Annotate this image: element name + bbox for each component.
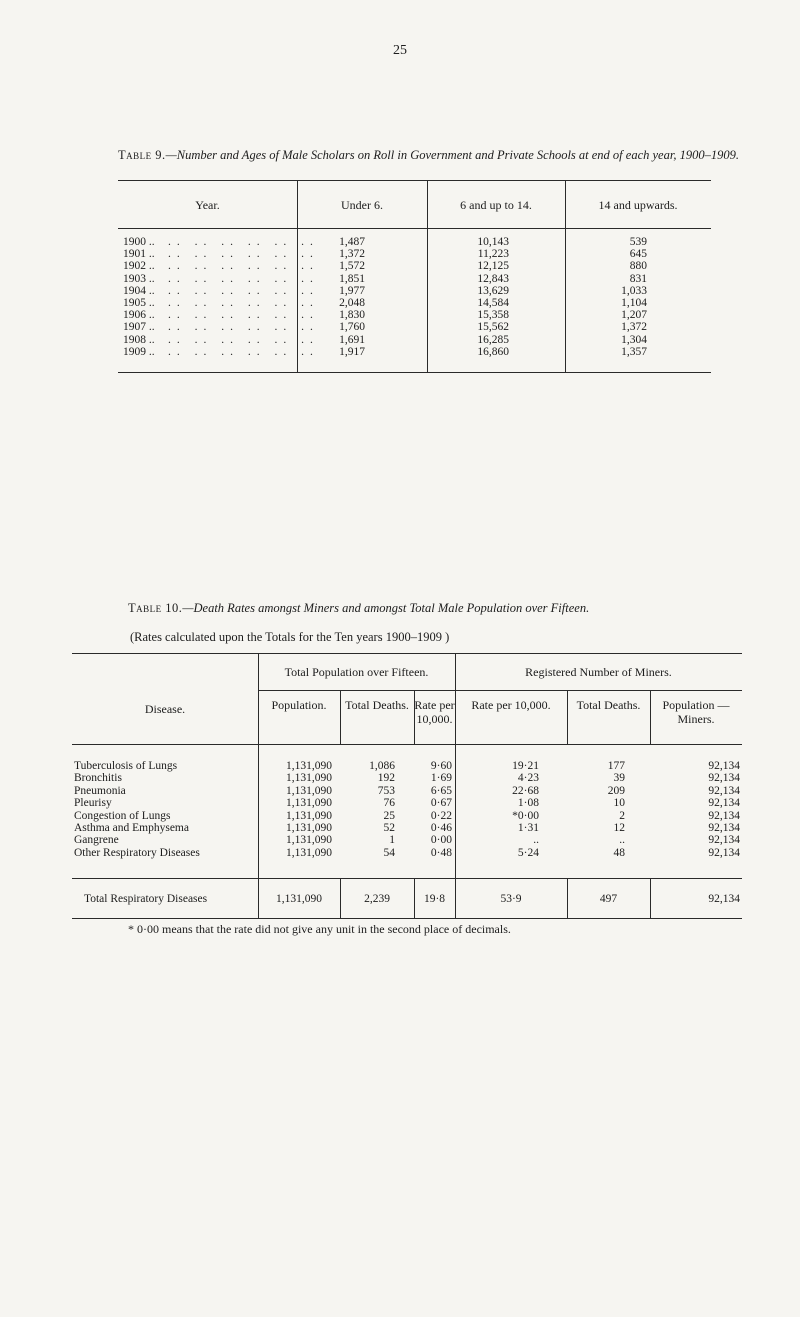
- total-deaths-cell: 753: [377, 784, 395, 797]
- six-to-14-cell: 16,860: [477, 345, 509, 358]
- under6-cell: 1,572: [339, 260, 365, 273]
- under6-cell: 1,760: [339, 321, 365, 334]
- miner-population-cell: 92,134: [708, 797, 740, 810]
- under6-cell: 1,830: [339, 309, 365, 322]
- total-deaths-cell: 52: [383, 822, 395, 834]
- total-deaths-cell: 192: [377, 772, 395, 785]
- fourteen-up-cell: 1,357: [621, 345, 647, 358]
- table10-group-miners: Registered Number of Miners.: [525, 665, 672, 679]
- fourteen-up-cell: 1,304: [621, 333, 647, 346]
- miner-rate-cell: 4·23: [517, 772, 539, 785]
- population-cell: 1,131,090: [286, 834, 332, 847]
- table9-caption-text: —Number and Ages of Male Scholars on Roll in Government and Private Schools at end of each year, 1900–1909.: [165, 148, 739, 162]
- under6-cell: 1,487: [339, 236, 365, 248]
- dot-leader: .. .. .. .. .. ..: [168, 272, 319, 285]
- miner-deaths-cell: 10: [613, 797, 625, 810]
- year-cell: 1902 ..: [123, 260, 155, 273]
- table9-header-year: Year.: [195, 198, 220, 212]
- disease-cell: Congestion of Lungs: [74, 809, 171, 822]
- miner-population-cell: 92,134: [708, 809, 740, 822]
- population-cell: 1,131,090: [286, 784, 332, 797]
- miner-deaths-cell: 177: [607, 760, 625, 772]
- total-miner-deaths: 497: [599, 893, 618, 905]
- fourteen-up-cell: 645: [629, 248, 647, 261]
- year-cell: 1901 ..: [123, 248, 155, 261]
- under6-cell: 1,917: [339, 345, 365, 358]
- six-to-14-cell: 12,125: [477, 260, 509, 273]
- six-to-14-cell: 13,629: [477, 284, 509, 297]
- miner-deaths-cell: 48: [613, 846, 625, 859]
- six-to-14-cell: 10,143: [477, 236, 509, 248]
- population-cell: 1,131,090: [286, 797, 332, 810]
- table10-caption: [128, 601, 589, 616]
- dot-leader: .. .. .. .. .. ..: [168, 333, 319, 346]
- table10-footnote: * 0·00 means that the rate did not give any unit in the second place of decimals.: [128, 922, 511, 936]
- disease-cell: Pneumonia: [74, 784, 126, 797]
- dot-leader: .. .. .. .. .. ..: [168, 321, 319, 334]
- total-disease-label: Total Respiratory Diseases: [84, 893, 208, 905]
- disease-cell: Asthma and Emphysema: [74, 822, 189, 834]
- table10-header-population: Population.: [271, 698, 327, 712]
- six-to-14-cell: 16,285: [477, 333, 509, 346]
- rate-cell: 0·46: [430, 822, 452, 834]
- page-number: 25: [393, 43, 407, 58]
- six-to-14-cell: 14,584: [477, 297, 509, 309]
- under6-cell: 1,977: [339, 284, 365, 297]
- six-to-14-cell: 15,358: [477, 309, 509, 322]
- miner-deaths-cell: 12: [613, 822, 625, 834]
- year-cell: 1904 ..: [123, 284, 155, 297]
- disease-cell: Pleurisy: [74, 797, 112, 810]
- population-cell: 1,131,090: [286, 809, 332, 822]
- miner-rate-cell: 5·24: [517, 846, 539, 859]
- total-deaths-cell: 76: [383, 797, 395, 810]
- table10-header-rate: Rate per 10,000.: [414, 698, 455, 726]
- dot-leader: .. .. .. .. .. ..: [168, 260, 319, 273]
- year-cell: 1905 ..: [123, 297, 155, 309]
- table9-caption-prefix: Table 9.: [118, 148, 166, 162]
- table10-caption-prefix: Table 10.: [128, 601, 183, 615]
- fourteen-up-cell: 1,033: [621, 284, 647, 297]
- population-cell: 1,131,090: [286, 760, 332, 772]
- table10-header-total-deaths: Total Deaths.: [345, 698, 409, 712]
- disease-cell: Bronchitis: [74, 772, 122, 785]
- six-to-14-cell: 12,843: [477, 272, 509, 285]
- miner-rate-cell: *0·00: [512, 809, 539, 822]
- under6-cell: 1,851: [339, 272, 365, 285]
- miner-deaths-cell: 39: [613, 772, 625, 785]
- year-cell: 1909 ..: [123, 345, 155, 358]
- rate-cell: 0·67: [430, 797, 452, 810]
- six-to-14-cell: 15,562: [477, 321, 509, 334]
- table10-header-disease: Disease.: [144, 702, 186, 716]
- dot-leader: .. .. .. .. .. ..: [168, 297, 319, 309]
- miner-rate-cell: 1·08: [517, 797, 539, 810]
- miner-population-cell: 92,134: [708, 784, 740, 797]
- dot-leader: .. .. .. .. .. ..: [168, 345, 319, 358]
- miner-deaths-cell: 209: [607, 784, 625, 797]
- disease-cell: Gangrene: [74, 834, 119, 847]
- under6-cell: 1,372: [339, 248, 365, 261]
- total-rate: 19·8: [423, 893, 446, 905]
- table10-header-miner-pop: Population —Miners.: [662, 698, 730, 726]
- rate-cell: 0·00: [430, 834, 452, 847]
- table10-caption-text: —Death Rates amongst Miners and amongst Total Male Population over Fifteen.: [182, 601, 590, 615]
- miner-population-cell: 92,134: [708, 834, 740, 847]
- population-cell: 1,131,090: [286, 772, 332, 785]
- population-cell: 1,131,090: [286, 822, 332, 834]
- rate-cell: 0·22: [430, 809, 452, 822]
- year-cell: 1903 ..: [123, 272, 155, 285]
- total-deaths-cell: 1,086: [369, 760, 395, 772]
- fourteen-up-cell: 1,104: [621, 297, 647, 309]
- total-miner-pop: 92,134: [708, 893, 740, 905]
- rate-cell: 1·69: [430, 772, 452, 785]
- fourteen-up-cell: 831: [629, 272, 647, 285]
- table9-header-6-14: 6 and up to 14.: [460, 198, 532, 212]
- fourteen-up-cell: 539: [629, 236, 647, 248]
- fourteen-up-cell: 1,372: [621, 321, 647, 334]
- miner-rate-cell: ..: [533, 834, 539, 847]
- year-cell: 1908 ..: [123, 333, 155, 346]
- total-deaths-cell: 25: [383, 809, 395, 822]
- miner-population-cell: 92,134: [708, 772, 740, 785]
- miner-population-cell: 92,134: [708, 760, 740, 772]
- six-to-14-cell: 11,223: [477, 248, 509, 261]
- year-cell: 1906 ..: [123, 309, 155, 322]
- rate-cell: 9·60: [430, 760, 452, 772]
- miner-population-cell: 92,134: [708, 846, 740, 859]
- total-deaths-cell: 1: [389, 834, 395, 847]
- miner-rate-cell: 22·68: [512, 784, 539, 797]
- fourteen-up-cell: 1,207: [621, 309, 647, 322]
- dot-leader: .. .. .. .. .. ..: [168, 248, 319, 261]
- table10-group-total-pop: Total Population over Fifteen.: [284, 665, 429, 679]
- miner-population-cell: 92,134: [708, 822, 740, 834]
- year-cell: 1907 ..: [123, 321, 155, 334]
- under6-cell: 2,048: [339, 297, 365, 309]
- table10-header-miner-deaths: Total Deaths.: [576, 698, 641, 712]
- total-miner-rate: 53·9: [500, 893, 522, 905]
- year-cell: 1900 ..: [123, 236, 155, 248]
- table9-header-under6: Under 6.: [341, 198, 383, 212]
- fourteen-up-cell: 880: [629, 260, 647, 273]
- rate-cell: 0·48: [430, 846, 452, 859]
- total-deaths-cell: 54: [383, 846, 395, 859]
- table9-caption: [118, 148, 739, 163]
- miner-deaths-cell: ..: [619, 834, 625, 847]
- miner-deaths-cell: 2: [619, 809, 625, 822]
- table10-subcaption: (Rates calculated upon the Totals for the Ten years 1900–1909 ): [130, 630, 450, 644]
- dot-leader: .. .. .. .. .. ..: [168, 236, 319, 248]
- under6-cell: 1,691: [339, 333, 365, 346]
- miner-rate-cell: 1·31: [517, 822, 539, 834]
- dot-leader: .. .. .. .. .. ..: [168, 309, 319, 322]
- rate-cell: 6·65: [430, 784, 452, 797]
- population-cell: 1,131,090: [286, 846, 332, 859]
- table10-header-miner-rate: Rate per 10,000.: [471, 698, 551, 712]
- disease-cell: Tuberculosis of Lungs: [74, 760, 178, 772]
- total-deaths: 2,239: [364, 893, 390, 905]
- miner-rate-cell: 19·21: [512, 760, 539, 772]
- total-pop: 1,131,090: [276, 893, 322, 905]
- table9-header-14-up: 14 and upwards.: [598, 198, 678, 212]
- disease-cell: Other Respiratory Diseases: [74, 846, 200, 859]
- dot-leader: .. .. .. .. .. ..: [168, 284, 319, 297]
